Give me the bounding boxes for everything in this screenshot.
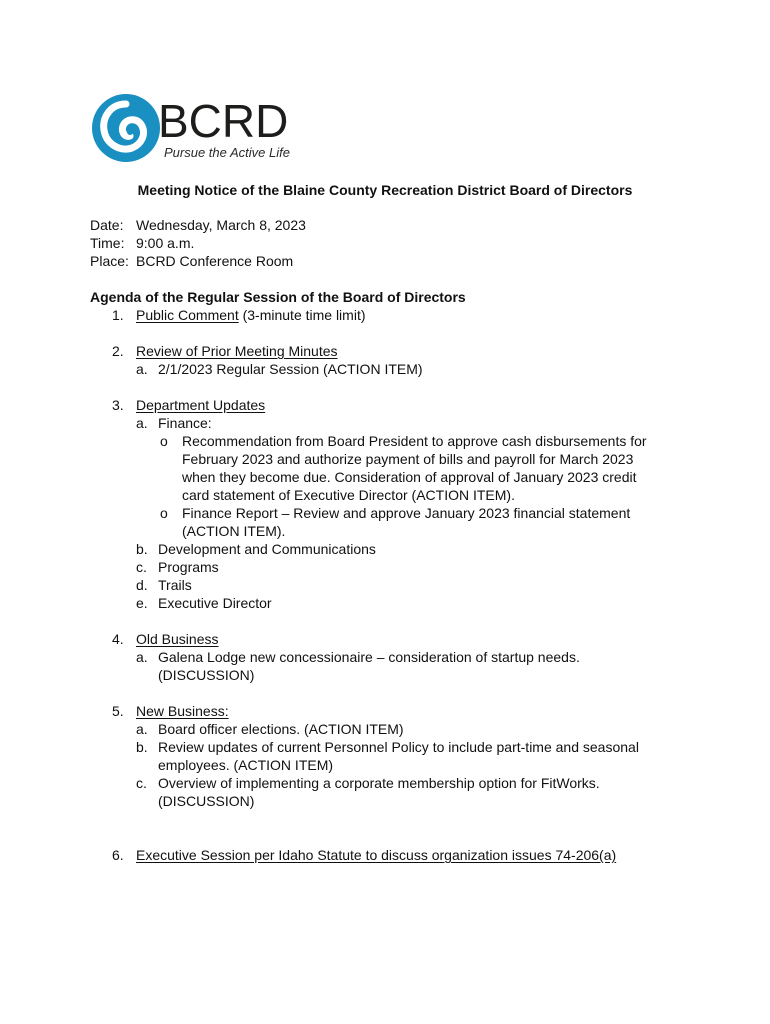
sub-item [90,414,690,432]
agenda-item-1 [90,306,690,324]
sub-item-text: Programs [158,559,219,575]
agenda [90,288,690,864]
sub-item-text: 2/1/2023 Regular Session (ACTION ITEM) [158,361,423,377]
sub-item [90,576,690,594]
place-row [90,252,306,270]
bullet-line: Recommendation from Board President to approve cash disbursements for [182,433,647,449]
item-title: Public Comment [136,307,239,323]
sub-item-line: (DISCUSSION) [158,793,255,809]
sub-item-letter: c. [136,559,147,575]
item-number: 6. [112,847,124,863]
sub-item-letter: a. [136,415,148,431]
item-title: New Business: [136,703,229,719]
date-label: Date: [90,217,124,233]
sub-item [90,594,690,612]
sub-item-line: Galena Lodge new concessionaire – consideration of startup needs. [158,649,580,665]
item-number: 3. [112,397,124,413]
agenda-item-5 [90,702,690,720]
sub-item-text: Trails [158,577,192,593]
item-number: 5. [112,703,124,719]
bullet-line: when they become due. Consideration of approval of January 2023 credit [182,469,637,485]
sub-item [90,360,690,378]
agenda-heading: Agenda of the Regular Session of the Board of Directors [90,289,466,305]
sub-item-line: Board officer elections. (ACTION ITEM) [158,721,404,737]
bullet-line: Finance Report – Review and approve January 2023 financial statement [182,505,631,521]
meeting-details [90,216,306,270]
logo-tagline: Pursue the Active Life [164,145,290,160]
item-title: Department Updates [136,397,266,413]
bullet-line: card statement of Executive Director (ACTION ITEM). [182,487,515,503]
agenda-item-6 [90,846,690,864]
page-title: Meeting Notice of the Blaine County Recreation District Board of Directors [137,182,633,198]
place-value: BCRD Conference Room [136,253,294,269]
sub-item-letter: a. [136,721,148,737]
bcrd-logo [90,92,300,164]
sub-item-letter: b. [136,739,148,755]
time-row [90,234,306,252]
sub-item-letter: a. [136,361,148,377]
date-value: Wednesday, March 8, 2023 [136,217,306,233]
bullet-icon: o [160,433,168,449]
swirl-logo-icon [90,92,162,164]
item-title: Executive Session per Idaho Statute to discuss organization issues 74-206(a) [136,847,617,863]
sub-item [90,540,690,558]
sub-item-line: (DISCUSSION) [158,667,255,683]
item-number: 2. [112,343,124,359]
finance-bullet [90,504,690,540]
agenda-item-3 [90,396,690,414]
item-number: 1. [112,307,124,323]
logo-wordmark: BCRD [158,95,289,147]
time-value: 9:00 a.m. [136,235,195,251]
sub-item-letter: d. [136,577,148,593]
bullet-icon: o [160,505,168,521]
sub-item-letter: a. [136,649,148,665]
sub-item [90,774,690,810]
item-title: Old Business [136,631,219,647]
bullet-line: February 2023 and authorize payment of bills and payroll for March 2023 [182,451,634,467]
sub-item-line: employees. (ACTION ITEM) [158,757,334,773]
bullet-line: (ACTION ITEM). [182,523,286,539]
sub-item-letter: e. [136,595,148,611]
sub-item [90,738,690,774]
sub-item-letter: c. [136,775,147,791]
place-label: Place: [90,253,129,269]
time-label: Time: [90,235,125,251]
sub-item-letter: b. [136,541,148,557]
item-suffix: (3-minute time limit) [238,307,366,323]
sub-item-text: Finance: [158,415,212,431]
date-row [90,216,306,234]
sub-item [90,648,690,684]
finance-bullet [90,432,690,504]
sub-item-line: Review updates of current Personnel Policy to include part-time and seasonal [158,739,639,755]
sub-item-text: Development and Communications [158,541,376,557]
agenda-item-4 [90,630,690,648]
agenda-item-2 [90,342,690,360]
sub-item-line: Overview of implementing a corporate membership option for FitWorks. [158,775,600,791]
sub-item [90,720,690,738]
item-number: 4. [112,631,124,647]
sub-item-text: Executive Director [158,595,272,611]
item-title: Review of Prior Meeting Minutes [136,343,338,359]
sub-item [90,558,690,576]
